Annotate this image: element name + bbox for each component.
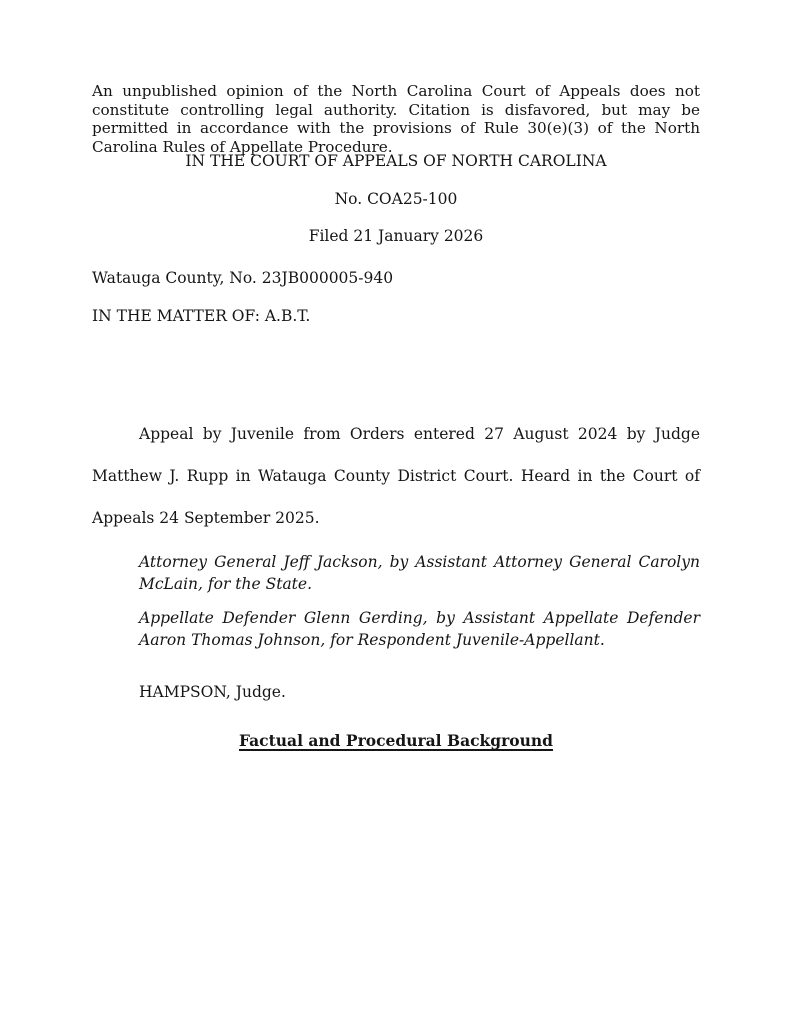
case-caption: IN THE MATTER OF: A.B.T.: [92, 307, 311, 325]
court-title: IN THE COURT OF APPEALS OF NORTH CAROLINA: [185, 152, 607, 170]
appeal-paragraph: Appeal by Juvenile from Orders entered 27 August 2024 by Judge Matthew J. Rupp in Watauga County District Court. Heard in the Court of Appeals 24 September 2025.: [92, 425, 700, 527]
counsel-paragraph-appellant: Appellate Defender Glenn Gerding, by Assistant Appellate Defender Aaron Thomas Johnson, for Respondent Juvenile-Appellant.: [139, 609, 700, 649]
judge-line: HAMPSON, Judge.: [139, 683, 286, 701]
counsel-paragraph-state: Attorney General Jeff Jackson, by Assistant Attorney General Carolyn McLain, for the State.: [139, 553, 700, 593]
docket-number: No. COA25-100: [334, 190, 458, 208]
filed-date: Filed 21 January 2026: [308, 227, 484, 245]
section-heading: Factual and Procedural Background: [238, 731, 554, 750]
county-caption: Watauga County, No. 23JB000005-940: [92, 269, 394, 287]
disclaimer-paragraph: An unpublished opinion of the North Carolina Court of Appeals does not constitute controlling legal authority. Citation is disfavored, but may be permitted in accordance with the provisions of Rule 30(e)(3) of the North Carolina Rules of Appellate Procedure.: [92, 82, 700, 156]
